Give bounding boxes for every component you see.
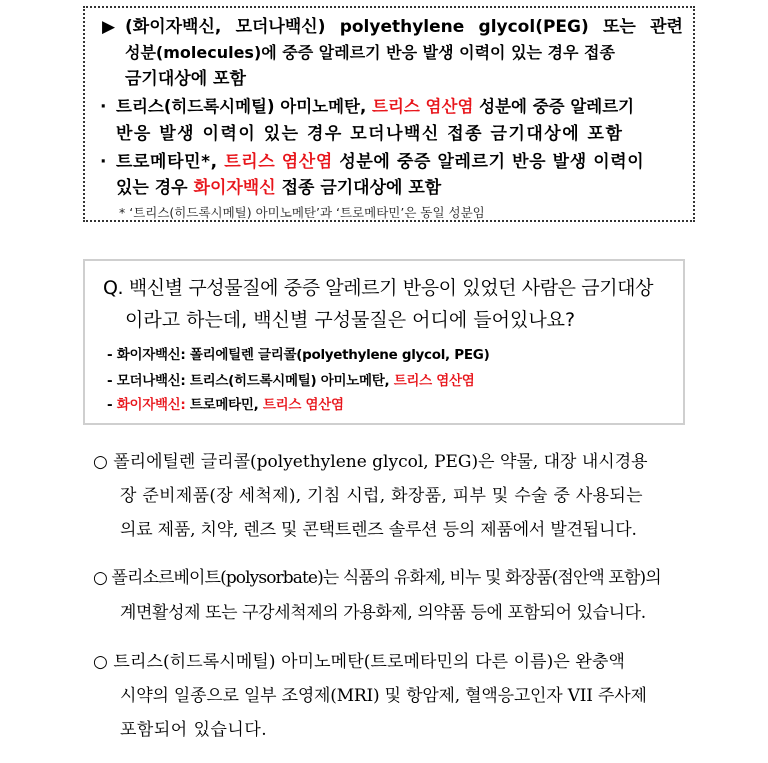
footnote: * ‘트리스(히드록시메틸) 아미노메탄’과 ‘트로메타민’은 동일 성분임 xyxy=(119,205,485,220)
contraindication-box xyxy=(83,6,695,222)
answer-pfizer-tromethamine: - 화이자백신: 트로메타민, 트리스 염산염 xyxy=(107,397,344,413)
bullet2-line2: 반응 발생 이력이 있는 경우 모더나백신 접종 금기대상에 포함 xyxy=(116,124,624,144)
highlight-tris-hcl: 트리스 염산염 xyxy=(372,97,474,116)
bullet2-dot: · xyxy=(100,97,107,117)
paragraph-tris-line1: ○ 트리스(히드록시메틸) 아미노메탄(트로메타민의 다른 이름)은 완충액 xyxy=(93,652,625,672)
paragraph-tris-line2: 시약의 일종으로 일부 조영제(MRI) 및 항암제, 혈액응고인자 VII 주사제 xyxy=(120,686,647,706)
paragraph-peg-line2: 장 준비제품(장 세척제), 기침 시럽, 화장품, 피부 및 수술 중 사용되는 xyxy=(120,486,643,506)
question-line2: 이라고 하는데, 백신별 구성물질은 어디에 들어있나요? xyxy=(125,309,576,331)
highlight-pfizer: 화이자백신 xyxy=(193,178,276,198)
bullet-arrow-icon: ▶ xyxy=(102,17,116,37)
answer-pfizer: - 화이자백신: 폴리에틸렌 글리콜(polyethylene glycol, PEG) xyxy=(107,347,490,363)
bullet3-dot: · xyxy=(100,152,107,172)
paragraph-polysorbate-line2: 계면활성제 또는 구강세척제의 가용화제, 의약품 등에 포함되어 있습니다. xyxy=(120,603,646,623)
paragraph-polysorbate-line1: ○ 폴리소르베이트(polysorbate)는 식품의 유화제, 비누 및 화장품(점안액 포함)의 xyxy=(93,568,661,588)
bullet2-line1: 트리스(히드록시메틸) 아미노메탄, 트리스 염산염 성분에 중증 알레르기 xyxy=(116,97,635,116)
bullet1-line2: 성분(molecules)에 중증 알레르기 반응 발생 이력이 있는 경우 접종 xyxy=(125,43,615,62)
bullet3-line1: 트로메타민*, 트리스 염산염 성분에 중증 알레르기 반응 발생 이력이 xyxy=(116,152,645,172)
paragraph-peg-line1: ○ 폴리에틸렌 글리콜(polyethylene glycol, PEG)은 약물, 대장 내시경용 xyxy=(93,452,648,472)
highlight-tris-hcl: 트리스 염산염 xyxy=(224,152,333,172)
bullet3-line2: 있는 경우 화이자백신 접종 금기대상에 포함 xyxy=(116,178,442,198)
paragraph-tris-line3: 포함되어 있습니다. xyxy=(120,720,268,740)
paragraph-peg-line3: 의료 제품, 치약, 렌즈 및 콘택트렌즈 솔루션 등의 제품에서 발견됩니다. xyxy=(120,520,637,540)
bullet1-line3: 금기대상에 포함 xyxy=(125,69,246,89)
qa-box xyxy=(83,259,685,425)
answer-moderna: - 모더나백신: 트리스(히드록시메틸) 아미노메탄, 트리스 염산염 xyxy=(107,373,475,389)
bullet1-line1: (화이자백신, 모더나백신) polyethylene glycol(PEG) 또는 관련 xyxy=(125,17,683,37)
question-line1: Q. 백신별 구성물질에 중증 알레르기 반응이 있었던 사람은 금기대상 xyxy=(103,277,654,299)
